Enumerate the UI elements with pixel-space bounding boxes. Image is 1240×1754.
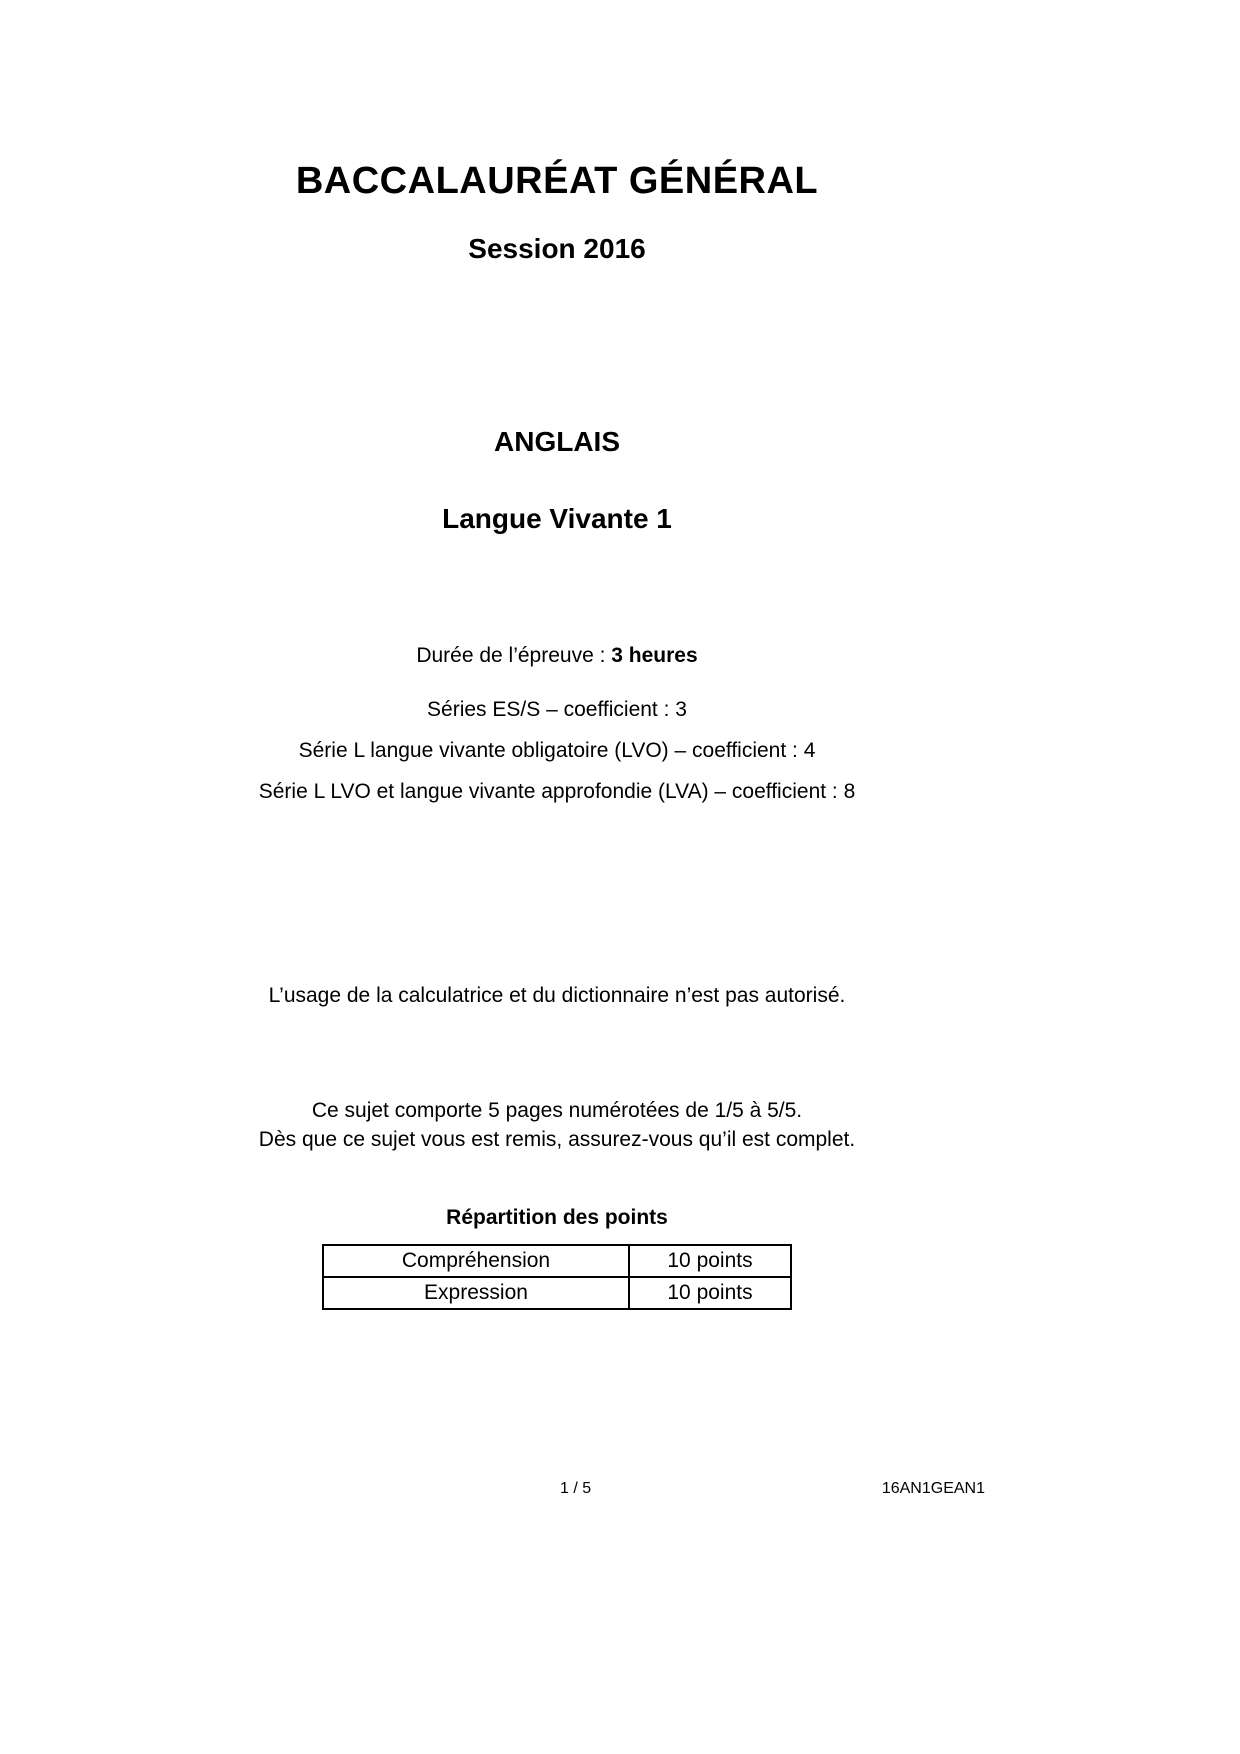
footer-page-number: 1 / 5 xyxy=(560,1480,592,1497)
series-line-l-lvo: Série L langue vivante obligatoire (LVO) – coefficient : 4 xyxy=(298,739,816,762)
series-line-es-s: Séries ES/S – coefficient : 3 xyxy=(427,698,687,721)
duration-line xyxy=(0,644,1114,668)
points-row-expression-label: Expression xyxy=(323,1277,629,1309)
points-row-expression-value: 10 points xyxy=(629,1277,791,1309)
table-row xyxy=(323,1245,791,1277)
table-row xyxy=(323,1277,791,1309)
points-row-comprehension-value: 10 points xyxy=(629,1245,791,1277)
pages-info xyxy=(0,1096,1114,1154)
subject-heading: ANGLAIS xyxy=(494,426,620,457)
points-table xyxy=(322,1244,792,1310)
calculator-notice: L’usage de la calculatrice et du dictionnaire n’est pas autorisé. xyxy=(268,984,846,1007)
pages-info-line2: Dès que ce sujet vous est remis, assurez-vous qu’il est complet. xyxy=(258,1128,856,1151)
duration-value: 3 heures xyxy=(611,644,698,667)
series-list xyxy=(0,698,1114,821)
session-subtitle: Session 2016 xyxy=(468,233,646,264)
series-line-l-lva: Série L LVO et langue vivante approfondie (LVA) – coefficient : 8 xyxy=(258,780,856,803)
points-distribution-title: Répartition des points xyxy=(446,1206,668,1229)
points-row-comprehension-label: Compréhension xyxy=(323,1245,629,1277)
footer-reference-code: 16AN1GEAN1 xyxy=(881,1480,985,1497)
duration-label: Durée de l’épreuve : xyxy=(416,644,612,667)
points-table-wrapper xyxy=(0,1244,1114,1310)
level-heading: Langue Vivante 1 xyxy=(442,503,672,534)
pages-info-line1: Ce sujet comporte 5 pages numérotées de 1/5 à 5/5. xyxy=(311,1099,803,1122)
exam-title: BACCALAURÉAT GÉNÉRAL xyxy=(295,160,819,202)
